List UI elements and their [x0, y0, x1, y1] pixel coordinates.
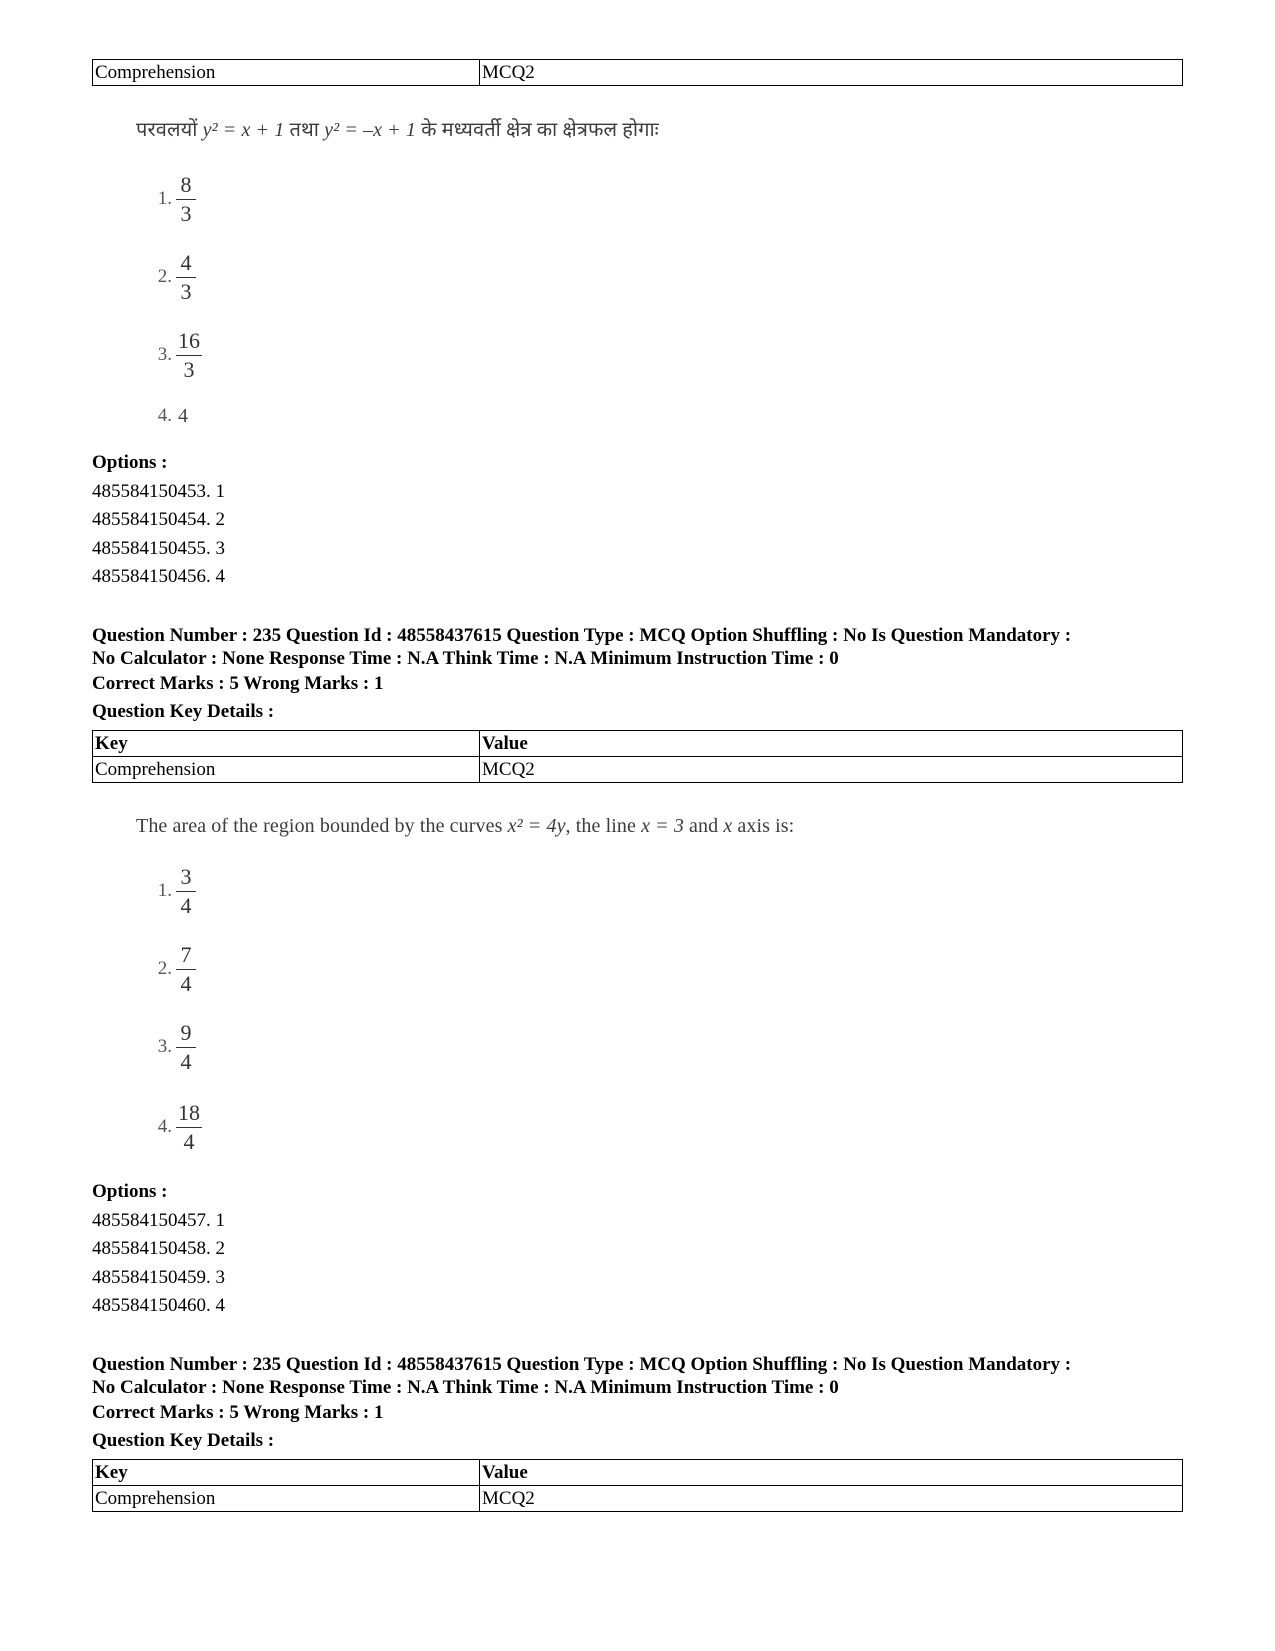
- fraction: $\frac{16}{3}$: [178, 327, 200, 382]
- choice-item: 1. $\frac{3}{4}$: [144, 852, 202, 930]
- choice-list: [144, 852, 202, 1168]
- option-id-row: 485584150455. 3: [92, 537, 225, 559]
- fraction: $\frac{4}{3}$: [176, 251, 196, 304]
- table-row: [93, 757, 1183, 783]
- question-meta: Question Number : 235 Question Id : 48558437615 Question Type : MCQ Option Shuffling : No Is Question Mandatory : No Calculator : None Response Time : N.A Think Time : N.A Minimum Instruction Time : 0 Correct Marks : 5 Wrong Marks : 1 Question Key Details :: [92, 624, 1192, 726]
- question-key-table: [92, 59, 1183, 86]
- value-cell: MCQ2: [480, 1486, 1183, 1512]
- key-cell: Comprehension: [93, 1486, 480, 1512]
- key-header: Key: [93, 731, 480, 757]
- question-image: [136, 808, 1036, 844]
- fraction: $\frac{18}{4}$: [178, 1099, 200, 1154]
- value-header: Value: [480, 1460, 1183, 1486]
- choice-item: 3. $\frac{9}{4}$: [144, 1008, 202, 1086]
- choice-list: [144, 160, 202, 438]
- option-id-row: 485584150459. 3: [92, 1266, 225, 1288]
- option-id-row: 485584150453. 1: [92, 480, 225, 502]
- question-text: परवलयों y² = x + 1 तथा y² = –x + 1 के मध्यवर्ती क्षेत्र का क्षेत्रफल होगाः: [136, 119, 659, 141]
- question-key-table: [92, 1459, 1183, 1512]
- key-details-label: Question Key Details :: [92, 701, 275, 722]
- document-page: [92, 0, 1184, 1651]
- table-header-row: [93, 1460, 1183, 1486]
- value-header: Value: [480, 731, 1183, 757]
- key-cell: Comprehension: [93, 757, 480, 783]
- options-section: [92, 1178, 225, 1321]
- choice-item: 4. $\frac{18}{4}$: [157, 1099, 200, 1154]
- options-label: Options :: [92, 452, 168, 473]
- marks-line: Correct Marks : 5 Wrong Marks : 1: [92, 673, 384, 694]
- choice-item: 1. $\frac{8}{3}$: [144, 160, 202, 238]
- options-section: [92, 449, 225, 592]
- fraction: $\frac{7}{4}$: [176, 943, 196, 996]
- choice-item: 4. 4: [157, 404, 188, 427]
- choice-item: 2. $\frac{4}{3}$: [144, 238, 202, 316]
- option-id-row: 485584150454. 2: [92, 509, 225, 530]
- option-id-row: 485584150456. 4: [92, 566, 225, 587]
- table-row: [93, 1486, 1183, 1512]
- question-key-table: [92, 730, 1183, 783]
- equation: x² = 4y: [507, 815, 566, 837]
- choice-item: 2. $\frac{7}{4}$: [144, 930, 202, 1008]
- fraction: $\frac{3}{4}$: [176, 865, 196, 918]
- equation: y² = x + 1: [202, 119, 285, 141]
- question-meta: Question Number : 235 Question Id : 48558437615 Question Type : MCQ Option Shuffling : No Is Question Mandatory : No Calculator : None Response Time : N.A Think Time : N.A Minimum Instruction Time : 0 Correct Marks : 5 Wrong Marks : 1 Question Key Details :: [92, 1353, 1192, 1455]
- fraction: $\frac{9}{4}$: [176, 1021, 196, 1074]
- key-cell: Comprehension: [93, 60, 480, 86]
- key-header: Key: [93, 1460, 480, 1486]
- value-cell: MCQ2: [480, 757, 1183, 783]
- option-id-row: 485584150458. 2: [92, 1238, 225, 1259]
- options-label: Options :: [92, 1181, 168, 1202]
- value-cell: MCQ2: [480, 60, 1183, 86]
- choice-item: 3. $\frac{16}{3}$: [157, 327, 200, 382]
- equation: y² = –x + 1: [324, 119, 416, 141]
- option-id-row: 485584150460. 4: [92, 1295, 225, 1316]
- table-row: [93, 60, 1183, 86]
- table-header-row: [93, 731, 1183, 757]
- question-image: [136, 112, 1036, 148]
- fraction: $\frac{8}{3}$: [176, 173, 196, 226]
- key-details-label: Question Key Details :: [92, 1430, 275, 1451]
- question-text: The area of the region bounded by the curves x² = 4y, the line x = 3 and x axis is:: [136, 815, 795, 837]
- option-id-row: 485584150457. 1: [92, 1209, 225, 1231]
- equation: x: [723, 815, 733, 837]
- marks-line: Correct Marks : 5 Wrong Marks : 1: [92, 1402, 384, 1423]
- equation: x = 3: [641, 815, 684, 837]
